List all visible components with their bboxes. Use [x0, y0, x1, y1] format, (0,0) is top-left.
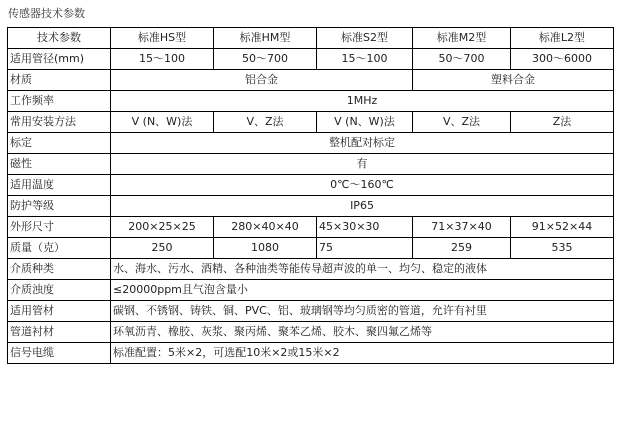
row-label: 标定 [8, 133, 111, 154]
header-cell: 标准M2型 [413, 28, 511, 49]
header-cell: 标准HS型 [111, 28, 214, 49]
table-row [8, 154, 614, 175]
table-cell: 标准配置：5米×2，可选配10米×2或15米×2 [111, 343, 614, 364]
table-row [8, 133, 614, 154]
table-cell: 整机配对标定 [111, 133, 614, 154]
table-cell: V、Z法 [214, 112, 317, 133]
table-cell: 200×25×25 [111, 217, 214, 238]
table-row [8, 70, 614, 91]
table-cell: 535 [511, 238, 614, 259]
table-row [8, 322, 614, 343]
row-label: 外形尺寸 [8, 217, 111, 238]
table-cell: 91×52×44 [511, 217, 614, 238]
table-cell: 45×30×30 [317, 217, 413, 238]
table-row-header [8, 28, 614, 49]
page-title: 传感器技术参数 [8, 7, 85, 20]
table-cell: 15～100 [317, 49, 413, 70]
row-label: 管道衬材 [8, 322, 111, 343]
table-row [8, 343, 614, 364]
header-cell: 标准S2型 [317, 28, 413, 49]
header-cell: 标准HM型 [214, 28, 317, 49]
table-cell: 水、海水、污水、酒精、各种油类等能传导超声波的单一、均匀、稳定的液体 [111, 259, 614, 280]
header-cell: 标准L2型 [511, 28, 614, 49]
row-label: 介质浊度 [8, 280, 111, 301]
table-row [8, 238, 614, 259]
table-row [8, 112, 614, 133]
table-cell: ≤20000ppm且气泡含量小 [111, 280, 614, 301]
table-cell: 50～700 [214, 49, 317, 70]
table-row [8, 301, 614, 322]
table-row [8, 91, 614, 112]
table-cell: 1080 [214, 238, 317, 259]
row-label: 磁性 [8, 154, 111, 175]
table-cell: 0℃～160℃ [111, 175, 614, 196]
table-cell: 259 [413, 238, 511, 259]
header-cell: 技术参数 [8, 28, 111, 49]
row-label: 适用管径(mm) [8, 49, 111, 70]
spec-table [7, 27, 614, 364]
row-label: 适用温度 [8, 175, 111, 196]
table-cell: 300～6000 [511, 49, 614, 70]
row-label: 介质种类 [8, 259, 111, 280]
table-cell: 15～100 [111, 49, 214, 70]
table-cell: V (N、W)法 [111, 112, 214, 133]
table-row [8, 259, 614, 280]
table-cell: 50～700 [413, 49, 511, 70]
table-row [8, 280, 614, 301]
table-row [8, 196, 614, 217]
table-cell: 有 [111, 154, 614, 175]
table-cell: 250 [111, 238, 214, 259]
table-cell: 1MHz [111, 91, 614, 112]
table-cell: Z法 [511, 112, 614, 133]
row-label: 信号电缆 [8, 343, 111, 364]
row-label: 适用管材 [8, 301, 111, 322]
row-label: 防护等级 [8, 196, 111, 217]
row-label: 质量（克） [8, 238, 111, 259]
table-row [8, 49, 614, 70]
table-cell: V、Z法 [413, 112, 511, 133]
table-cell: 铝合金 [111, 70, 413, 91]
table-cell: V (N、W)法 [317, 112, 413, 133]
row-label: 工作频率 [8, 91, 111, 112]
table-cell: IP65 [111, 196, 614, 217]
table-cell: 280×40×40 [214, 217, 317, 238]
table-cell: 碳钢、不锈钢、铸铁、铜、PVC、铝、玻璃钢等均匀质密的管道，允许有衬里 [111, 301, 614, 322]
table-cell: 环氧沥青、橡胶、灰浆、聚丙烯、聚苯乙烯、胶木、聚四氟乙烯等 [111, 322, 614, 343]
table-cell: 塑料合金 [413, 70, 614, 91]
table-cell: 75 [317, 238, 413, 259]
table-row [8, 217, 614, 238]
row-label: 常用安装方法 [8, 112, 111, 133]
table-row [8, 175, 614, 196]
row-label: 材质 [8, 70, 111, 91]
table-cell: 71×37×40 [413, 217, 511, 238]
